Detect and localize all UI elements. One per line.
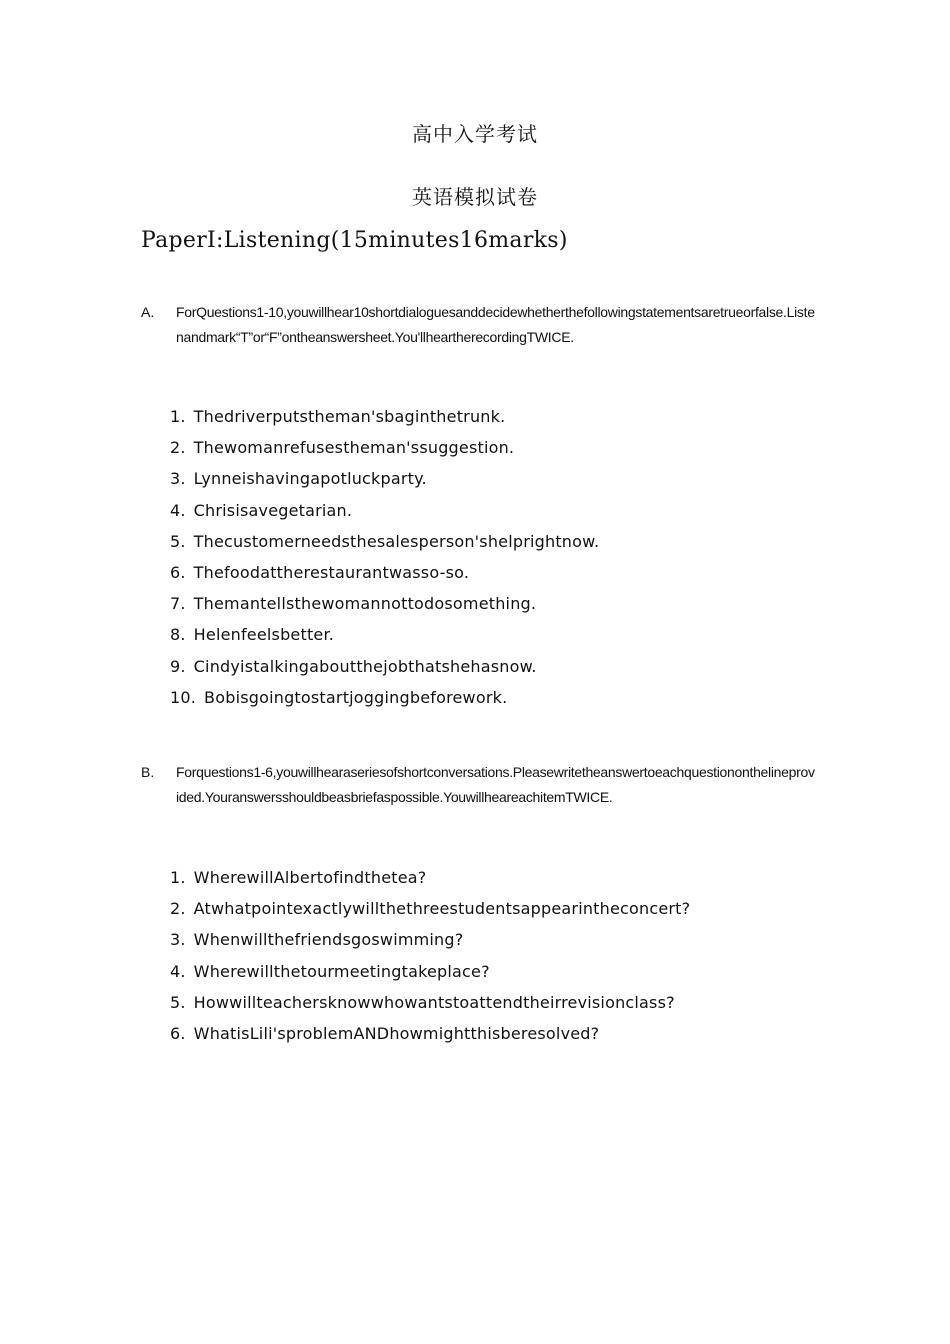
list-item bbox=[170, 436, 599, 467]
item-number: 4. bbox=[170, 500, 186, 520]
item-text: Howwillteachersknowwhowantstoattendtheirrevisionclass? bbox=[193, 992, 675, 1012]
item-number: 4. bbox=[170, 961, 186, 981]
list-item bbox=[170, 530, 599, 561]
item-text: Cindyistalkingaboutthejobthatshehasnow. bbox=[193, 656, 537, 676]
list-item bbox=[170, 655, 599, 686]
list-item bbox=[170, 866, 690, 897]
item-number: 9. bbox=[170, 656, 186, 676]
section-b-list bbox=[170, 866, 690, 1053]
item-text: WherewillAlbertofindthetea? bbox=[193, 868, 427, 887]
item-text: Chrisisavegetarian. bbox=[193, 500, 353, 520]
item-text: Thedriverputstheman'sbaginthetrunk. bbox=[193, 407, 506, 426]
item-number: 2. bbox=[170, 438, 186, 458]
list-item bbox=[170, 405, 599, 436]
list-item bbox=[170, 960, 690, 991]
item-number: 7. bbox=[170, 594, 186, 614]
list-item bbox=[170, 1022, 690, 1053]
item-number: 5. bbox=[170, 531, 186, 551]
exam-title: 高中入学考试 bbox=[412, 122, 538, 146]
item-text: Thecustomerneedsthesalesperson'shelprightnow. bbox=[193, 531, 600, 551]
item-number: 1. bbox=[170, 868, 186, 887]
exam-subtitle: 英语模拟试卷 bbox=[412, 185, 538, 209]
item-text: Atwhatpointexactlywillthethreestudentsappearintheconcert? bbox=[193, 899, 691, 919]
item-number: 6. bbox=[170, 1023, 186, 1043]
item-number: 8. bbox=[170, 625, 186, 645]
item-number: 2. bbox=[170, 899, 186, 919]
item-number: 3. bbox=[170, 469, 186, 489]
item-text: Bobisgoingtostartjoggingbeforework. bbox=[204, 687, 508, 707]
item-text: Themantellsthewomannottodosomething. bbox=[193, 594, 537, 614]
list-item bbox=[170, 467, 599, 498]
item-text: Lynneishavingapotluckparty. bbox=[193, 469, 427, 489]
list-item bbox=[170, 561, 599, 592]
paper-heading: PaperI:Listening(15minutes16marks) bbox=[141, 228, 568, 253]
item-number: 6. bbox=[170, 562, 186, 582]
section-b-text: Forquestions1-6,youwillhearaseriesofshortconversations.Pleasewritetheanswertoeachquestiononthelineprovided.Youranswersshouldbeasbriefaspossible.YouwillheareachitemTWICE. bbox=[176, 764, 815, 805]
section-a-text: ForQuestions1-10,youwillhear10shortdialoguesanddecidewhetherthefollowingstatementsaretrueorfalse.Listenandmark“T”or“F”ontheanswersheet.You'llheartherecordingTWICE. bbox=[176, 304, 815, 345]
item-number: 1. bbox=[170, 407, 186, 426]
item-text: Wherewillthetourmeetingtakeplace? bbox=[193, 961, 490, 981]
item-number: 10. bbox=[170, 687, 197, 707]
item-number: 3. bbox=[170, 930, 186, 950]
item-text: Thewomanrefusestheman'ssuggestion. bbox=[193, 438, 515, 458]
list-item bbox=[170, 897, 690, 928]
list-item bbox=[170, 623, 599, 654]
list-item bbox=[170, 686, 599, 717]
item-text: Whenwillthefriendsgoswimming? bbox=[193, 930, 464, 950]
section-b-letter: B. bbox=[141, 764, 155, 780]
section-a-letter: A. bbox=[141, 304, 155, 320]
list-item bbox=[170, 991, 690, 1022]
item-number: 5. bbox=[170, 992, 186, 1012]
list-item bbox=[170, 928, 690, 959]
item-text: Helenfeelsbetter. bbox=[193, 625, 335, 645]
item-text: Thefoodattherestaurantwasso-so. bbox=[193, 562, 470, 582]
list-item bbox=[170, 592, 599, 623]
item-text: WhatisLili'sproblemANDhowmightthisberesolved? bbox=[193, 1023, 600, 1043]
list-item bbox=[170, 499, 599, 530]
section-a-list bbox=[170, 405, 599, 717]
